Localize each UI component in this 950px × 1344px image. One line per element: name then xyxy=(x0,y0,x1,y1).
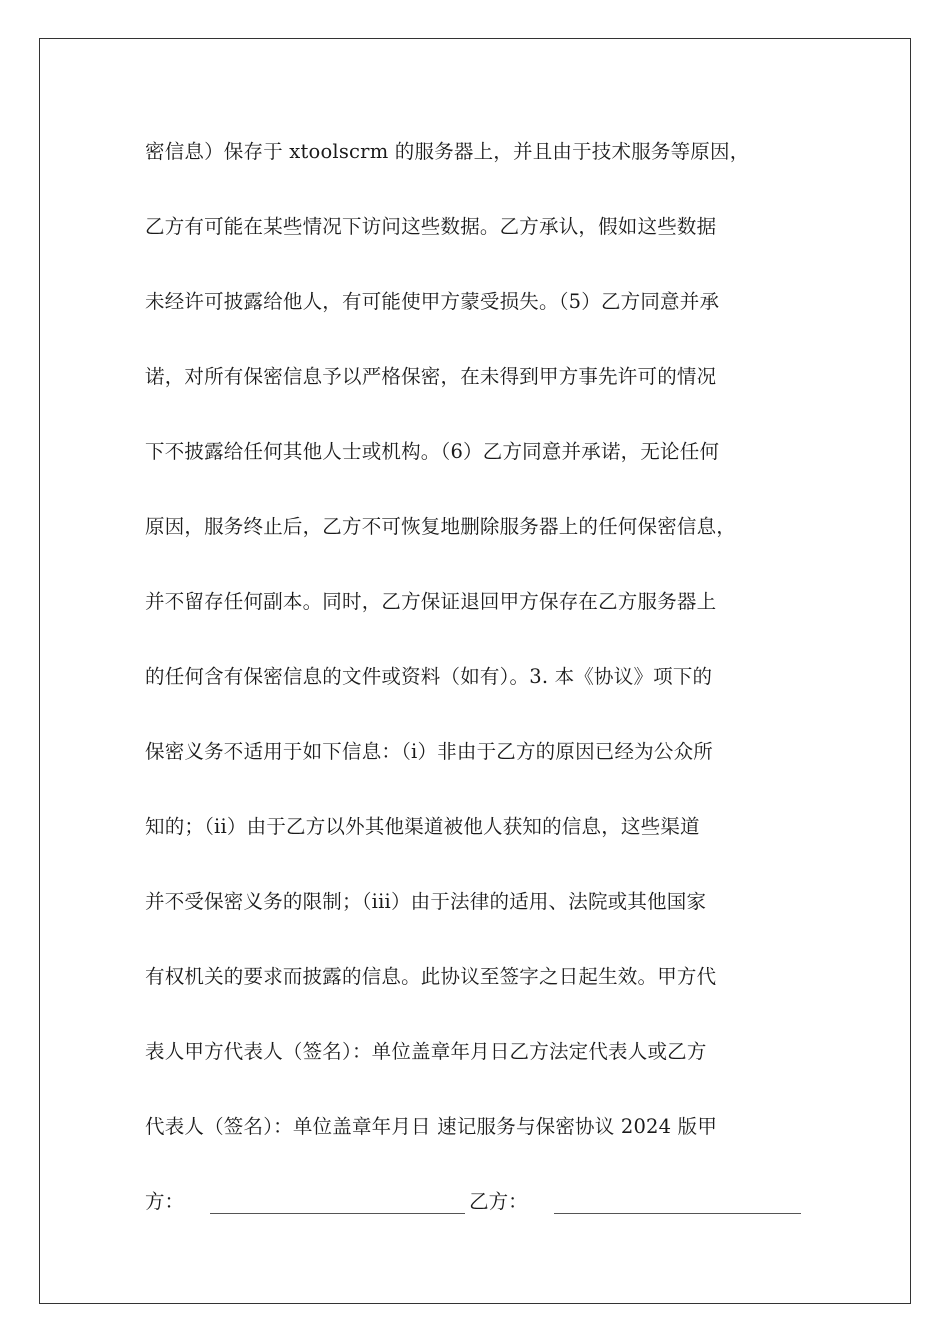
text-line: 并不留存任何副本。同时，乙方保证退回甲方保存在乙方服务器上 xyxy=(145,590,717,613)
text-line: 下不披露给任何其他人士或机构。（6）乙方同意并承诺，无论任何 xyxy=(145,440,720,463)
text-line: 密信息）保存于 xtoolscrm 的服务器上，并且由于技术服务等原因， xyxy=(145,140,750,163)
text-line: 有权机关的要求而披露的信息。此协议至签字之日起生效。甲方代 xyxy=(145,965,717,988)
text-line: 的任何含有保密信息的文件或资料（如有）。3. 本《协议》项下的 xyxy=(145,665,713,688)
text-line: 表人甲方代表人（签名）：单位盖章年月日乙方法定代表人或乙方 xyxy=(145,1040,707,1063)
text-line: 乙方有可能在某些情况下访问这些数据。乙方承认，假如这些数据 xyxy=(145,215,717,238)
party-a-signature-blank[interactable] xyxy=(210,1187,465,1214)
party-b-signature-blank[interactable] xyxy=(554,1187,801,1214)
text-line: 并不受保密义务的限制；（iii）由于法律的适用、法院或其他国家 xyxy=(145,890,707,913)
text-line: 诺，对所有保密信息予以严格保密，在未得到甲方事先许可的情况 xyxy=(145,365,717,388)
text-line: 原因，服务终止后，乙方不可恢复地删除服务器上的任何保密信息， xyxy=(145,515,737,538)
party-a-label: 方： xyxy=(145,1190,185,1213)
text-line: 知的；（ii）由于乙方以外其他渠道被他人获知的信息，这些渠道 xyxy=(145,815,700,838)
text-line: 代表人（签名）：单位盖章年月日 速记服务与保密协议 2024 版甲 xyxy=(145,1115,718,1138)
document-body xyxy=(145,132,805,1222)
signature-line xyxy=(145,1182,805,1222)
text-line: 保密义务不适用于如下信息：（i）非由于乙方的原因已经为公众所 xyxy=(145,740,713,763)
text-line: 未经许可披露给他人，有可能使甲方蒙受损失。（5）乙方同意并承 xyxy=(145,290,720,313)
party-b-label: 乙方： xyxy=(469,1190,528,1213)
